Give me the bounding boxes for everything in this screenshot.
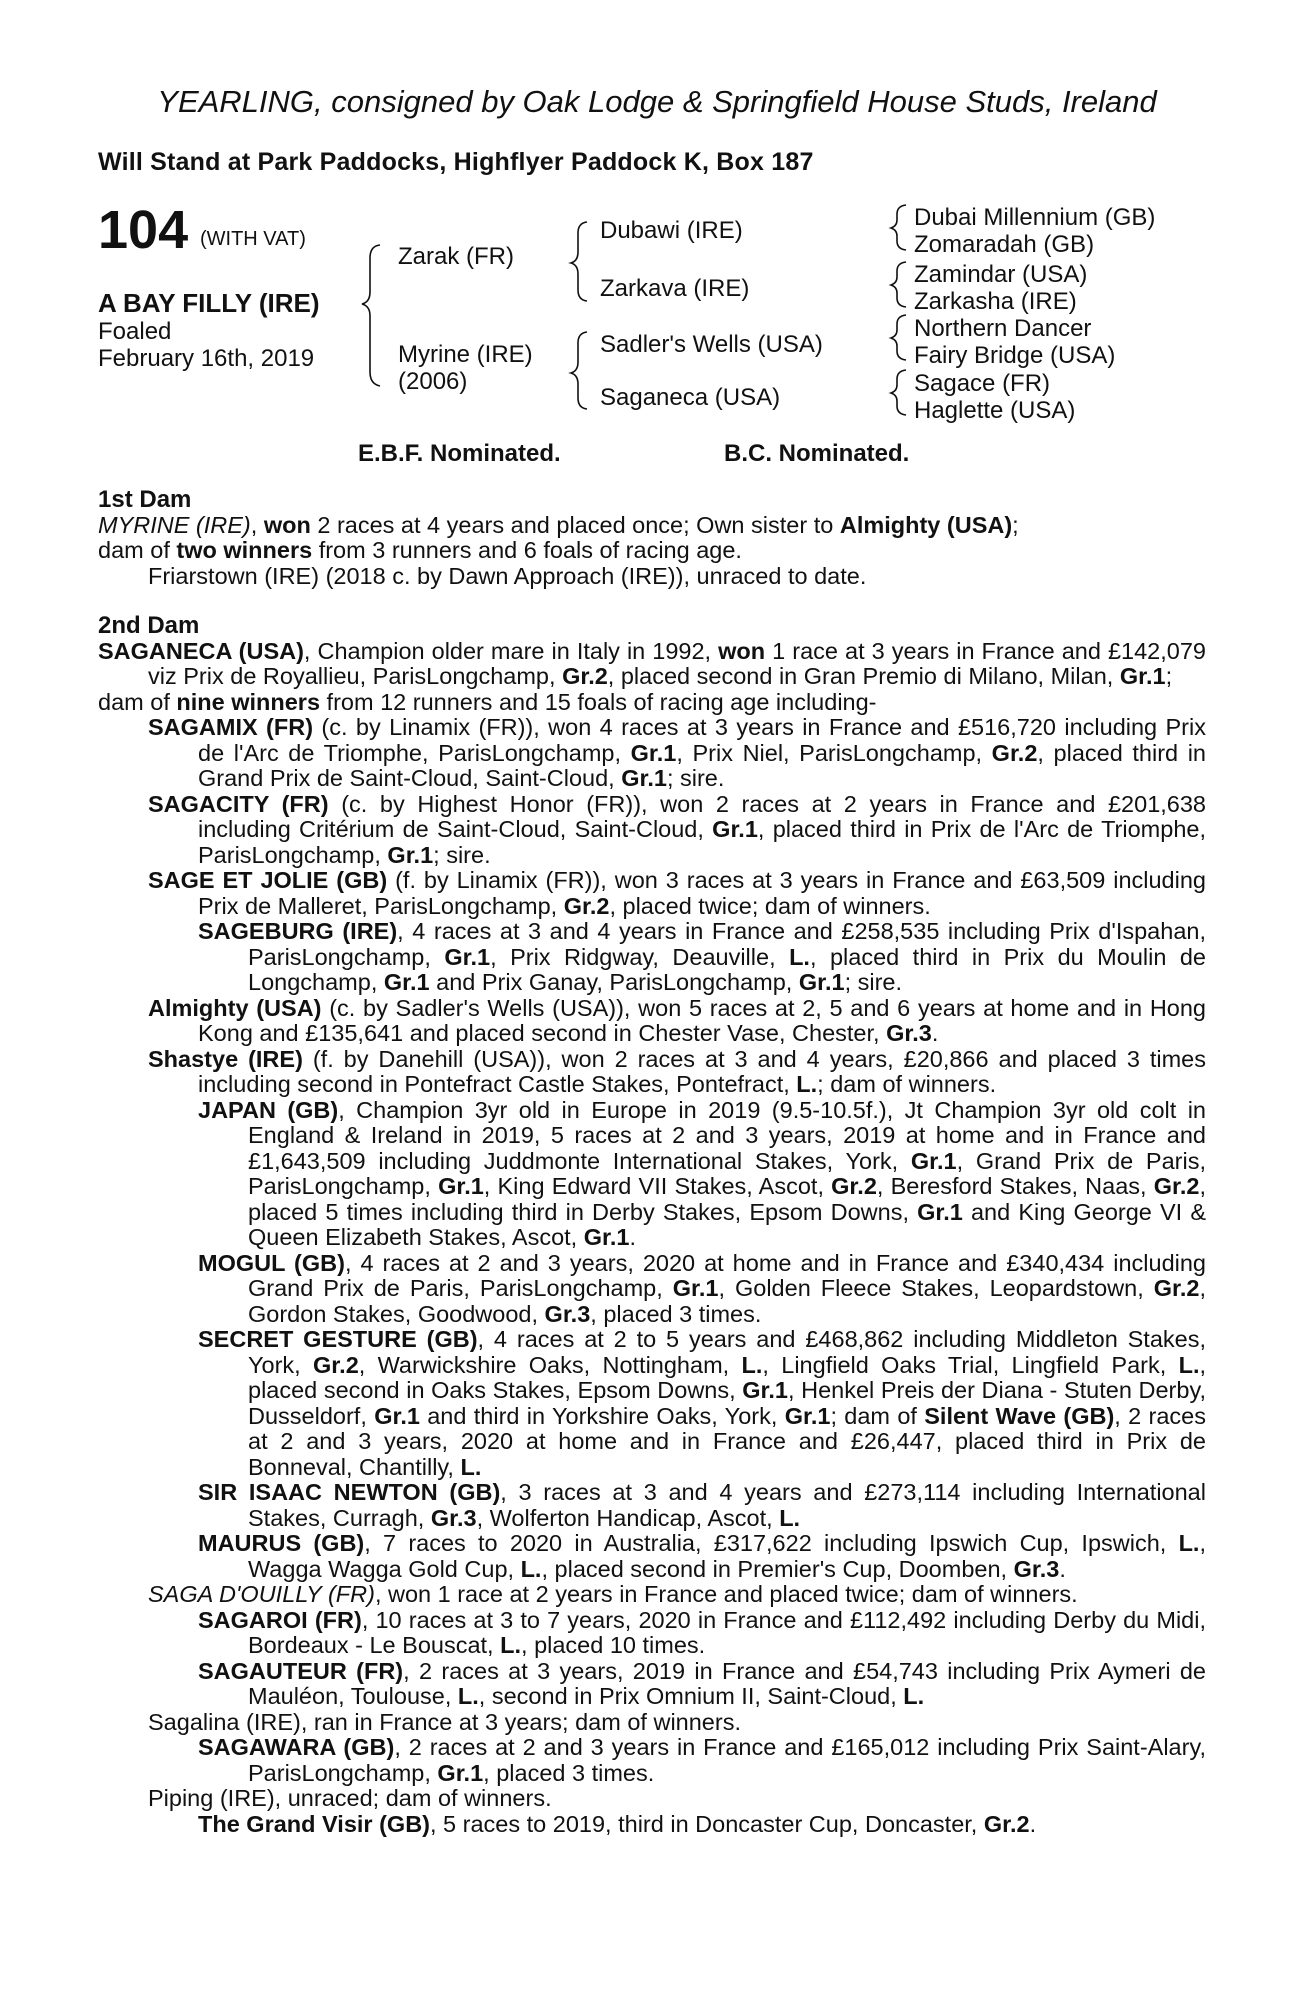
first-dam-heading: 1st Dam <box>98 486 192 513</box>
second-dam-paragraph: SAGANECA (USA), Champion older mare in Italy in 1992, won 1 race at 3 years in France and £142,079 viz Prix de Royallieu, ParisLongchamp, Gr.2, placed second in Gran Premio di Milano, Milan, Gr.1; <box>98 637 1206 689</box>
pedigree-dds: Sagace (FR) <box>914 370 1051 397</box>
pedigree-ddd: Haglette (USA) <box>914 397 1076 424</box>
second-dam-record: dam of nine winners from 12 runners and 15 foals of racing age including- <box>98 688 877 715</box>
pedigree-dam-name: Myrine (IRE) <box>398 341 533 368</box>
pedigree-sire-dam: Zarkava (IRE) <box>600 275 750 302</box>
pedigree-dam-dam: Saganeca (USA) <box>600 384 781 411</box>
horse-title: A BAY FILLY (IRE) <box>98 288 320 318</box>
pedigree-sss: Dubai Millennium (GB) <box>914 204 1156 231</box>
own-sister: Almighty (USA) <box>839 511 1013 538</box>
consignor-line: YEARLING, consigned by Oak Lodge & Springfield House Studs, Ireland <box>157 84 1157 119</box>
entry-secret-gesture: SECRET GESTURE (GB), 4 races at 2 to 5 years and £468,862 including Middleton Stakes, York, Gr.2, Warwickshire Oaks, Nottingham, L., Lingfield Oaks Trial, Lingfield Park, L., placed second in Oaks Stakes, Epsom Downs, Gr.1, Henkel Preis der Diana - Stuten Derby, Dusseldorf, Gr.1 and third in Yorkshire Oaks, York, Gr.1; dam of Silent Wave (GB), 2 races at 2 and 3 years, 2020 at home and in France and £26,447, placed third in Prix de Bonneval, Chantilly, L. <box>198 1326 1207 1480</box>
lot-number: 104 <box>98 200 189 260</box>
entry-sagaroi: SAGAROI (FR), 10 races at 3 to 7 years, 2020 in France and £112,492 including Derby du Midi, Bordeaux - Le Bouscat, L., placed 10 times. <box>198 1606 1206 1658</box>
entry-grand-visir: The Grand Visir (GB), 5 races to 2019, third in Doncaster Cup, Doncaster, Gr.2. <box>198 1810 1037 1837</box>
entry-almighty: Almighty (USA) (c. by Sadler's Wells (USA)), won 5 races at 2, 5 and 6 years at home and in Hong Kong and £135,641 and placed second in Chester Vase, Chester, Gr.3. <box>148 994 1206 1046</box>
entry-sagamix: SAGAMIX (FR) (c. by Linamix (FR)), won 4 races at 3 years in France and £516,720 including Prix de l'Arc de Triomphe, ParisLongchamp, Gr.1, Prix Niel, ParisLongchamp, Gr.2, placed third in Grand Prix de Saint-Cloud, Saint-Cloud, Gr.1; sire. <box>148 714 1206 791</box>
pedigree-dam <box>398 341 533 395</box>
second-dam-heading: 2nd Dam <box>98 612 200 639</box>
stand-location: Will Stand at Park Paddocks, Highflyer Paddock K, Box 187 <box>98 148 814 176</box>
pedigree-dam-sire: Sadler's Wells (USA) <box>600 331 823 358</box>
entry-maurus: MAURUS (GB), 7 races to 2020 in Australia, £317,622 including Ipswich Cup, Ipswich, L., Wagga Wagga Gold Cup, L., placed second in Premier's Cup, Doomben, Gr.3. <box>198 1530 1206 1582</box>
pedigree-sire-sire: Dubawi (IRE) <box>600 217 743 244</box>
entry-japan: JAPAN (GB), Champion 3yr old in Europe in 2019 (9.5-10.5f.), Jt Champion 3yr old colt in England & Ireland in 2019, 5 races at 2 and 3 years, 2019 at home and in France and £1,643,509 including Juddmonte International Stakes, York, Gr.1, Grand Prix de Paris, ParisLongchamp, Gr.1, King Edward VII Stakes, Ascot, Gr.2, Beresford Stakes, Naas, Gr.2, placed 5 times including third in Derby Stakes, Epsom Downs, Gr.1 and King George VI & Queen Elizabeth Stakes, Ascot, Gr.1. <box>198 1096 1207 1250</box>
pedigree-dsd: Fairy Bridge (USA) <box>914 342 1116 369</box>
pedigree-ssd: Zomaradah (GB) <box>914 231 1095 258</box>
entry-sage-et-jolie: SAGE ET JOLIE (GB) (f. by Linamix (FR)), won 3 races at 3 years in France and £63,509 including Prix de Malleret, ParisLongchamp, Gr.2, placed twice; dam of winners. <box>148 867 1206 919</box>
second-dam-name: SAGANECA (USA) <box>98 637 304 664</box>
entry-sir-isaac-newton: SIR ISAAC NEWTON (GB), 3 races at 3 and 4 years and £273,114 including International Stakes, Curragh, Gr.3, Wolferton Handicap, Ascot, L. <box>198 1479 1206 1531</box>
ebf-nomination: E.B.F. Nominated. <box>358 440 561 467</box>
pedigree-sds: Zamindar (USA) <box>914 261 1088 288</box>
pedigree-dam-year: (2006) <box>398 368 468 395</box>
pedigree-sdd: Zarkasha (IRE) <box>914 288 1077 315</box>
entry-saga-douilly: SAGA D'OUILLY (FR), won 1 race at 2 years in France and placed twice; dam of winners. <box>148 1581 1078 1607</box>
first-dam-name: MYRINE (IRE) <box>98 511 251 538</box>
first-dam-paragraph: MYRINE (IRE), won 2 races at 4 years and placed once; Own sister to Almighty (USA); <box>98 511 1019 538</box>
first-dam-record: dam of two winners from 3 runners and 6 foals of racing age. <box>98 537 742 563</box>
foaled-label: Foaled <box>98 318 172 345</box>
entry-shastye: Shastye (IRE) (f. by Danehill (USA)), won 2 races at 3 and 4 years, £20,866 and placed 3 times including second in Pontefract Castle Stakes, Pontefract, L.; dam of winners. <box>148 1045 1206 1097</box>
foaled-date: February 16th, 2019 <box>98 345 315 372</box>
entry-sagalina: Sagalina (IRE), ran in France at 3 years; dam of winners. <box>148 1708 741 1735</box>
bc-nomination: B.C. Nominated. <box>724 440 910 467</box>
vat-label: (WITH VAT) <box>200 228 306 250</box>
entry-mogul: MOGUL (GB), 4 races at 2 and 3 years, 2020 at home and in France and £340,434 including Grand Prix de Paris, ParisLongchamp, Gr.1, Golden Fleece Stakes, Leopardstown, Gr.2, Gordon Stakes, Goodwood, Gr.3, placed 3 times. <box>198 1249 1207 1327</box>
pedigree-sire: Zarak (FR) <box>398 243 514 270</box>
entry-sagawara: SAGAWARA (GB), 2 races at 2 and 3 years in France and £165,012 including Prix Saint-Alary, ParisLongchamp, Gr.1, placed 3 times. <box>198 1734 1206 1786</box>
entry-sageburg: SAGEBURG (IRE), 4 races at 3 and 4 years in France and £258,535 including Prix d'Ispahan, ParisLongchamp, Gr.1, Prix Ridgway, Deauville, L., placed third in Prix du Moulin de Longchamp, Gr.1 and Prix Ganay, ParisLongchamp, Gr.1; sire. <box>198 918 1207 995</box>
dam-details <box>98 487 1206 1837</box>
entry-piping: Piping (IRE), unraced; dam of winners. <box>148 1785 552 1811</box>
first-dam-produce: Friarstown (IRE) (2018 c. by Dawn Approach (IRE)), unraced to date. <box>148 562 867 589</box>
entry-sagacity: SAGACITY (FR) (c. by Highest Honor (FR)), won 2 races at 2 years in France and £201,638 including Critérium de Saint-Cloud, Saint-Cloud, Gr.1, placed third in Prix de l'Arc de Triomphe, ParisLongchamp, Gr.1; sire. <box>148 790 1207 868</box>
pedigree-dss: Northern Dancer <box>914 315 1092 342</box>
entry-sagauteur: SAGAUTEUR (FR), 2 races at 3 years, 2019 in France and £54,743 including Prix Aymeri de Mauléon, Toulouse, L., second in Prix Omnium II, Saint-Cloud, L. <box>198 1657 1206 1709</box>
